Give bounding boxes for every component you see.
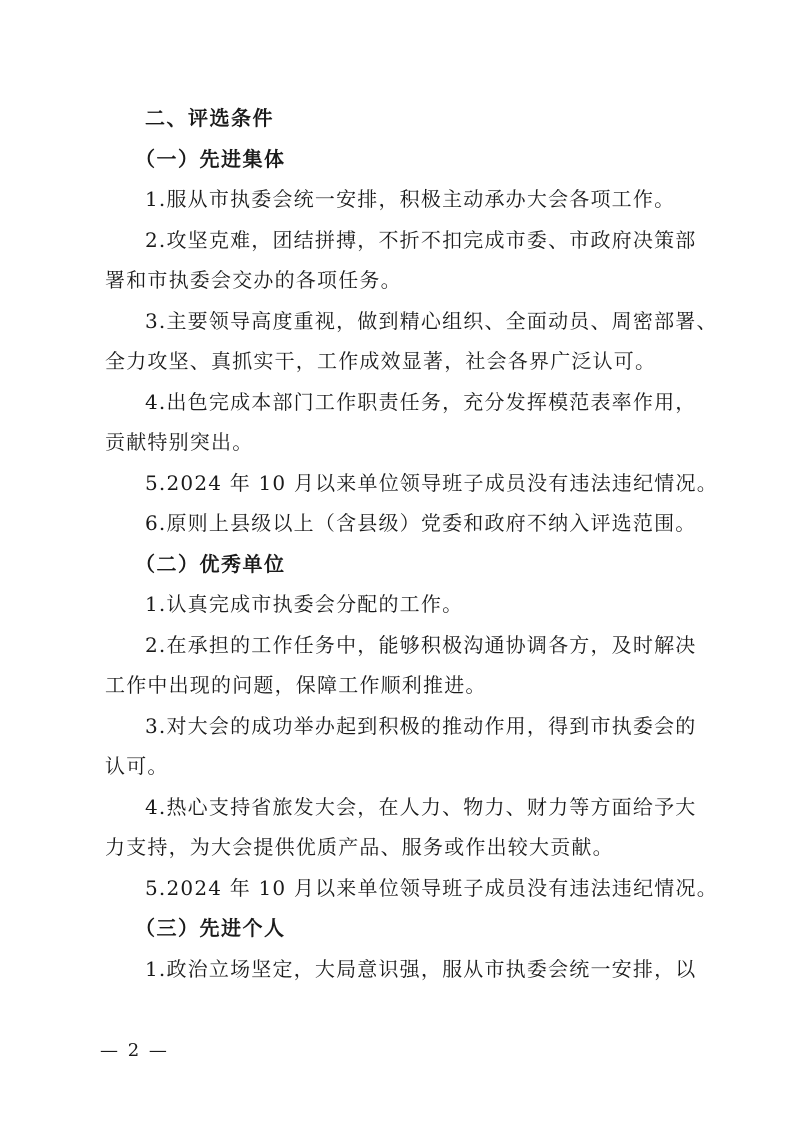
- paragraph-line: 3.主要领导高度重视，做到精心组织、全面动员、周密部署、: [145, 308, 718, 333]
- subsection-title-advanced-individual: （三）先进个人: [135, 916, 286, 940]
- paragraph-line: 4.出色完成本部门工作职责任务，充分发挥模范表率作用，: [145, 389, 697, 414]
- paragraph-line: 认可。: [105, 754, 169, 778]
- paragraph-line: 1.服从市执委会统一安排，积极主动承办大会各项工作。: [145, 187, 676, 211]
- paragraph-line: 5.2024 年 10 月以来单位领导班子成员没有违法违纪情况。: [145, 470, 718, 495]
- paragraph-line: 贡献特别突出。: [105, 430, 254, 454]
- paragraph-line: 力支持，为大会提供优质产品、服务或作出较大贡献。: [105, 835, 614, 859]
- paragraph-line: 2.攻坚克难，团结拼搏，不折不扣完成市委、市政府决策部: [145, 227, 697, 252]
- page-number: — 2 —: [100, 1040, 169, 1061]
- subsection-title-excellent-unit: （二）优秀单位: [135, 551, 286, 576]
- paragraph-line: 署和市执委会交办的各项任务。: [105, 268, 402, 292]
- section-heading: 二、评选条件: [145, 106, 274, 130]
- paragraph-line: 3.对大会的成功举办起到积极的推动作用，得到市执委会的: [145, 713, 697, 738]
- paragraph-line: 4.热心支持省旅发大会，在人力、物力、财力等方面给予大: [145, 794, 697, 819]
- paragraph-line: 1.认真完成市执委会分配的工作。: [145, 592, 464, 616]
- paragraph-line: 全力攻坚、真抓实干，工作成效显著，社会各界广泛认可。: [105, 349, 657, 373]
- paragraph-line: 5.2024 年 10 月以来单位领导班子成员没有违法违纪情况。: [145, 875, 718, 900]
- paragraph-line: 工作中出现的问题，保障工作顺利推进。: [105, 673, 487, 697]
- paragraph-line: 1.政治立场坚定，大局意识强，服从市执委会统一安排，以: [145, 956, 697, 981]
- paragraph-line: 6.原则上县级以上（含县级）党委和政府不纳入评选范围。: [145, 511, 697, 535]
- document-body: [105, 98, 718, 989]
- paragraph-line: 2.在承担的工作任务中，能够积极沟通协调各方，及时解决: [145, 632, 697, 657]
- subsection-title-advanced-collective: （一）先进集体: [135, 146, 286, 171]
